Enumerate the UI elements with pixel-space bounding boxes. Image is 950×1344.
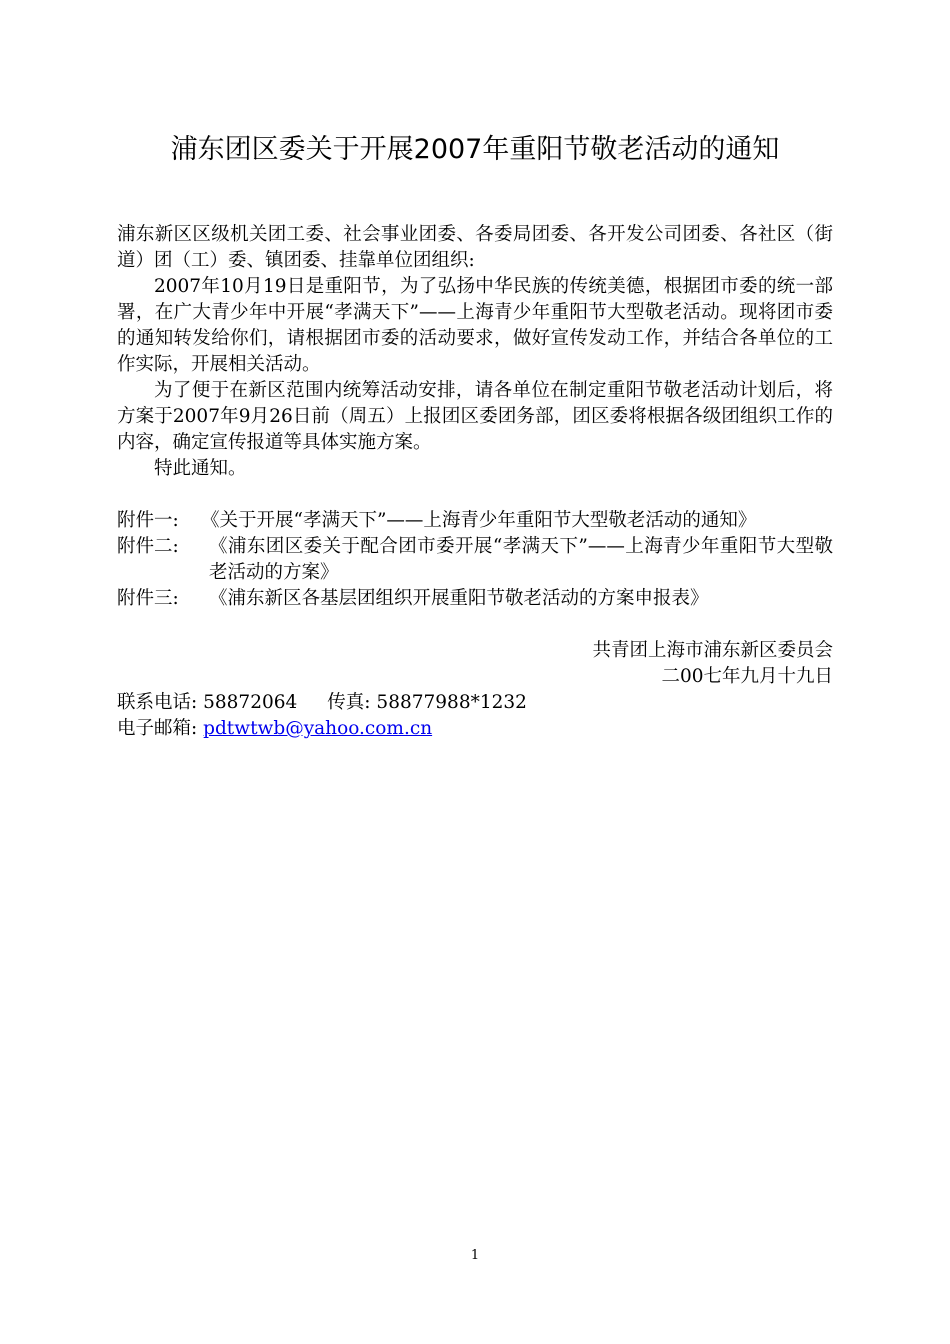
attachment-1 (117, 508, 833, 534)
document-title: 浦东团区委关于开展2007年重阳节敬老活动的通知 (170, 134, 780, 165)
contact-email-line (117, 716, 833, 742)
paragraph-1: 2007年10月19日是重阳节，为了弘扬中华民族的传统美德，根据团市委的统一部署，在广大青少年中开展“孝满天下”——上海青少年重阳节大型敬老活动。现将团市委的通知转发给你们，请根据团市委的活动要求，做好宣传发动工作，并结合各单位的工作实际，开展相关活动。 (117, 276, 833, 375)
closing-phrase: 特此通知。 (154, 458, 247, 479)
attachment-label: 附件二: (117, 536, 179, 557)
document-body (117, 222, 833, 742)
attachment-title: 《关于开展“孝满天下”——上海青少年重阳节大型敬老活动的通知》 (201, 510, 757, 531)
spacer (117, 482, 833, 508)
attachment-3 (117, 586, 833, 612)
page-number: 1 (470, 1248, 480, 1263)
attachment-label: 附件三: (117, 588, 179, 609)
phone-number: 58872064 (203, 692, 298, 713)
contact-phone-line (117, 690, 833, 716)
fax-label: 传真: (327, 692, 371, 713)
paragraph-2: 为了便于在新区范围内统筹活动安排，请各单位在制定重阳节敬老活动计划后，将方案于2007年9月26日前（周五）上报团区委团务部，团区委将根据各级团组织工作的内容，确定宣传报道等具体实施方案。 (117, 380, 833, 453)
email-link[interactable]: pdtwtwb@yahoo.com.cn (203, 718, 433, 739)
spacer (117, 612, 833, 638)
attachment-2 (117, 534, 833, 586)
email-label: 电子邮箱: (117, 718, 198, 739)
phone-label: 联系电话: (117, 692, 198, 713)
attachment-label: 附件一: (117, 510, 179, 531)
attachment-title: 《浦东新区各基层团组织开展重阳节敬老活动的方案申报表》 (209, 588, 709, 609)
fax-number: 58877988*1232 (376, 692, 527, 713)
signature-organization: 共青团上海市浦东新区委员会 (592, 640, 833, 661)
signature-date: 二00七年九月十九日 (661, 666, 833, 687)
attachment-title: 《浦东团区委关于配合团市委开展“孝满天下”——上海青少年重阳节大型敬老活动的方案》 (209, 536, 833, 583)
addressee: 浦东新区区级机关团工委、社会事业团委、各委局团委、各开发公司团委、各社区（街道）团（工）委、镇团委、挂靠单位团组织: (117, 224, 833, 271)
